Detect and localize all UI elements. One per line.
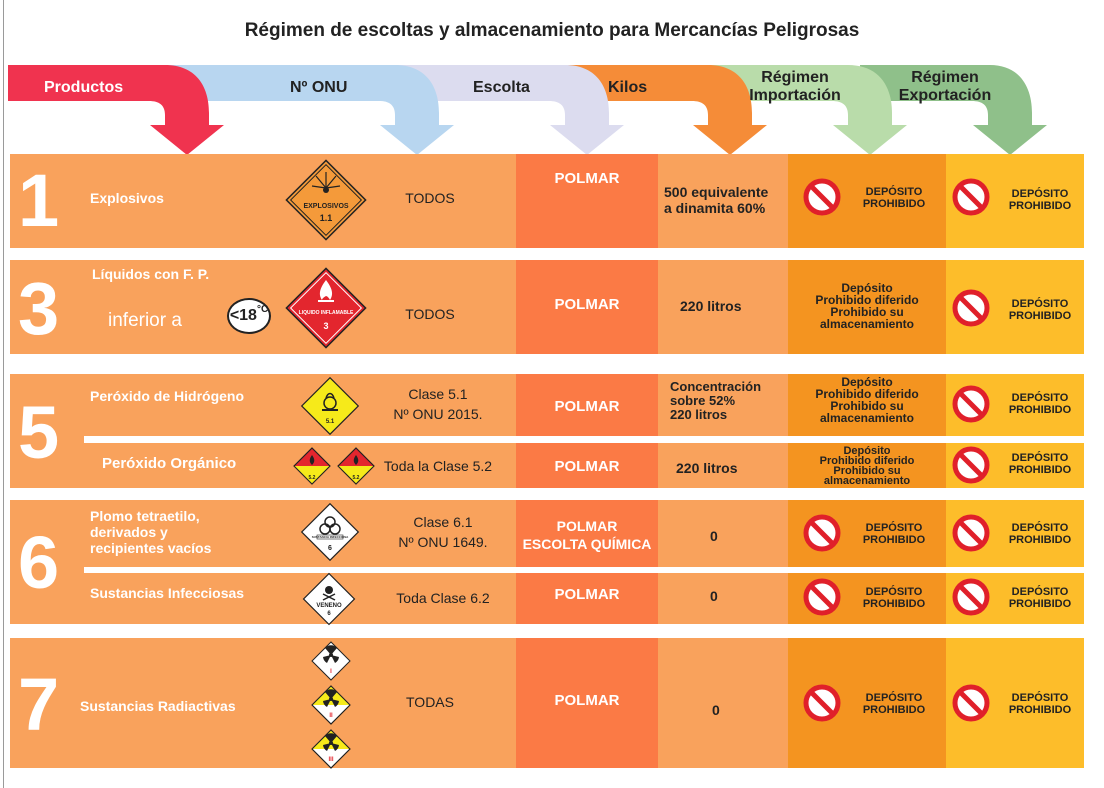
row1-onu: TODOS (405, 190, 455, 206)
header-exportacion-line2: Exportación (898, 87, 992, 104)
organic-peroxide-placard-icon (336, 446, 376, 486)
row1-escolta: POLMAR (554, 170, 620, 187)
row6a-importacion (848, 522, 940, 546)
radioactive-placard-icon (310, 684, 352, 726)
row6a-escolta (516, 517, 658, 553)
row6a-product-line1: Plomo tetraetilo, (90, 508, 200, 524)
row6a-exp-line1: DEPÓSITO (1011, 522, 1069, 534)
row6a-onu-line2: Nº ONU 1649. (398, 534, 488, 550)
radioactive-placard-icon (310, 640, 352, 682)
header-exportacion-line1: Régimen (911, 69, 979, 86)
header-importacion-line2: Importación (749, 87, 841, 104)
row6b-importacion (848, 586, 940, 610)
row5a-exp-line2: PROHIBIDO (1008, 404, 1072, 416)
row5b-imp-line4: almacenamiento (823, 475, 911, 487)
row3-imp-line4: almacenamiento (819, 317, 915, 331)
row5b-importacion (796, 446, 938, 486)
row6a-imp-line1: DEPÓSITO (865, 522, 923, 534)
row5b-imp-line3: Prohibido su (833, 465, 901, 477)
prohibited-icon (803, 578, 841, 616)
oxidizer-placard-icon (300, 376, 360, 436)
row5a-imp-line1: Depósito (841, 375, 893, 389)
row5a-kilos (670, 380, 761, 422)
row3-product-line1: Líquidos con F. P. (92, 266, 210, 282)
explosive-placard-icon (284, 158, 368, 242)
row5-class-number: 5 (18, 391, 60, 474)
row7-exp-line1: DEPÓSITO (1011, 692, 1069, 704)
row6b-exportacion (998, 586, 1082, 610)
header-importacion (745, 69, 845, 105)
row3-placard-number: 3 (323, 321, 329, 331)
row6b-escolta: POLMAR (554, 586, 620, 603)
prohibited-icon (803, 684, 841, 722)
temperature-badge (227, 298, 271, 334)
row6a-escolta-line1: POLMAR (556, 518, 618, 534)
row7-class-number: 7 (18, 663, 60, 746)
row1-product: Explosivos (90, 190, 164, 206)
row7-product: Sustancias Radiactivas (80, 698, 236, 714)
organic-peroxide-placard-icon (292, 446, 332, 486)
row3-imp-line2: Prohibido diferido (815, 293, 919, 307)
row5a-kilos-line2: sobre 52% (670, 393, 736, 408)
row7-escolta: POLMAR (554, 692, 620, 709)
biohazard-placard-icon (300, 502, 360, 562)
row3-imp-line3: Prohibido su (830, 305, 904, 319)
row1-placard-number: 1.1 (319, 213, 333, 223)
row1-imp-line2: PROHIBIDO (862, 198, 926, 210)
row5b-exp-line2: PROHIBIDO (1008, 464, 1072, 476)
row7-imp-line2: PROHIBIDO (862, 704, 926, 716)
flammable-liquid-placard-icon (284, 266, 368, 350)
row1-kilos-line2: a dinamita 60% (664, 200, 766, 216)
header-onu: Nº ONU (290, 79, 348, 96)
row5a-exportacion (998, 392, 1082, 416)
row3-exp-line2: PROHIBIDO (1008, 310, 1072, 322)
header-importacion-line1: Régimen (761, 69, 829, 86)
row7-exp-line2: PROHIBIDO (1008, 704, 1072, 716)
row3-escolta: POLMAR (554, 296, 620, 313)
row6-divider (84, 567, 1084, 573)
prohibited-icon (952, 178, 990, 216)
row5a-escolta: POLMAR (554, 398, 620, 415)
row3-imp-line1: Depósito (841, 281, 893, 295)
row1-exp-line1: DEPÓSITO (1011, 188, 1069, 200)
row1-escolta-cell (516, 154, 658, 248)
header-exportacion (890, 69, 1000, 105)
page-title: Régimen de escoltas y almacenamiento para Mercancías Peligrosas (244, 20, 860, 41)
row6b-product: Sustancias Infecciosas (90, 585, 245, 601)
row5b-escolta: POLMAR (554, 458, 620, 475)
row5a-imp-line4: almacenamiento (819, 411, 915, 425)
radioactive-placard-icon (310, 728, 352, 770)
header-productos: Productos (44, 79, 124, 96)
row3-placard-text: LIQUIDO INFLAMABLE (298, 310, 354, 316)
row6b-exp-line1: DEPÓSITO (1011, 586, 1069, 598)
row1-exportacion (998, 188, 1082, 212)
temperature-value: <18 (229, 307, 257, 324)
row6a-onu-line1: Clase 6.1 (413, 514, 473, 530)
row7-placard-b: II (329, 713, 333, 719)
row6a-product-line3: recipientes vacíos (90, 540, 212, 556)
row6a-product (90, 508, 211, 556)
row5b-placard-b: 5.2 (352, 475, 360, 481)
row3-importacion (796, 282, 938, 330)
row3-exportacion (998, 298, 1082, 322)
row6b-placard-text: VENENO (316, 603, 342, 609)
row1-placard-text: EXPLOSIVOS (303, 203, 349, 210)
row3-class-number: 3 (18, 267, 60, 350)
row5a-product: Peróxido de Hidrógeno (90, 388, 245, 404)
row5b-kilos: 220 litros (676, 460, 738, 476)
row5-divider (84, 436, 1084, 443)
row7-imp-line1: DEPÓSITO (865, 692, 923, 704)
row5a-onu (388, 384, 488, 424)
row6a-imp-line2: PROHIBIDO (862, 534, 926, 546)
row7-kilos: 0 (712, 702, 720, 718)
row7-placard-c: III (328, 757, 334, 763)
row5b-product: Peróxido Orgánico (102, 455, 237, 472)
row6b-imp-line1: DEPÓSITO (865, 586, 923, 598)
row5a-imp-line3: Prohibido su (830, 399, 904, 413)
row6b-placard-number: 6 (327, 611, 331, 617)
row5a-onu-line1: Clase 5.1 (408, 386, 468, 402)
row5a-kilos-line1: Concentración (670, 379, 762, 394)
row6a-escolta-line2: ESCOLTA QUÍMICA (522, 536, 652, 552)
row3-exp-line1: DEPÓSITO (1011, 298, 1069, 310)
row1-imp-line1: DEPÓSITO (865, 186, 923, 198)
row5b-imp-line2: Prohibido diferido (819, 455, 915, 467)
row3-onu: TODOS (405, 306, 455, 322)
row7-exportacion (998, 692, 1082, 716)
prohibited-icon (952, 446, 990, 484)
row5a-exp-line1: DEPÓSITO (1011, 392, 1069, 404)
poison-placard-icon (302, 572, 356, 626)
row7-placard-a: I (330, 669, 332, 675)
prohibited-icon (952, 514, 990, 552)
row5a-onu-line2: Nº ONU 2015. (393, 406, 483, 422)
row5b-imp-line1: Depósito (843, 445, 891, 457)
row5b-onu: Toda la Clase 5.2 (383, 458, 493, 474)
row5b-exp-line1: DEPÓSITO (1011, 452, 1069, 464)
prohibited-icon (952, 578, 990, 616)
row6a-exportacion (998, 522, 1082, 546)
prohibited-icon (803, 178, 841, 216)
row7-importacion (848, 692, 940, 716)
row6b-exp-line2: PROHIBIDO (1008, 598, 1072, 610)
row5a-placard-number: 5.1 (325, 419, 335, 425)
prohibited-icon (952, 684, 990, 722)
row1-class-number: 1 (18, 159, 60, 242)
row5a-kilos-line3: 220 litros (670, 407, 728, 422)
row3-kilos: 220 litros (680, 298, 742, 314)
row6a-placard-number: 6 (328, 545, 332, 552)
temperature-unit: °C (256, 304, 269, 315)
header-escolta: Escolta (473, 79, 530, 96)
row6b-onu: Toda Clase 6.2 (396, 590, 490, 606)
row5b-placard-a: 5.2 (308, 475, 316, 481)
row1-kilos (664, 184, 768, 216)
row6a-kilos: 0 (710, 528, 718, 544)
row6b-imp-line2: PROHIBIDO (862, 598, 926, 610)
row5b-exportacion (998, 452, 1082, 476)
row6a-placard-text: SUSTANCIA INFECCIOSA (311, 535, 349, 539)
row6-class-number: 6 (18, 521, 60, 604)
row6a-exp-line2: PROHIBIDO (1008, 534, 1072, 546)
row7-onu: TODAS (406, 694, 454, 710)
row5a-importacion (796, 376, 938, 424)
row1-importacion (848, 186, 940, 210)
row6a-product-line2: derivados y (90, 524, 168, 540)
row3-product-line2: inferior a (108, 310, 182, 331)
row6b-kilos: 0 (710, 588, 718, 604)
row6a-onu (388, 512, 498, 552)
prohibited-icon (952, 385, 990, 423)
prohibited-icon (952, 289, 990, 327)
row1-kilos-line1: 500 equivalente (664, 184, 769, 200)
row5a-imp-line2: Prohibido diferido (815, 387, 919, 401)
header-kilos: Kilos (608, 79, 648, 96)
row1-exp-line2: PROHIBIDO (1008, 200, 1072, 212)
prohibited-icon (803, 514, 841, 552)
